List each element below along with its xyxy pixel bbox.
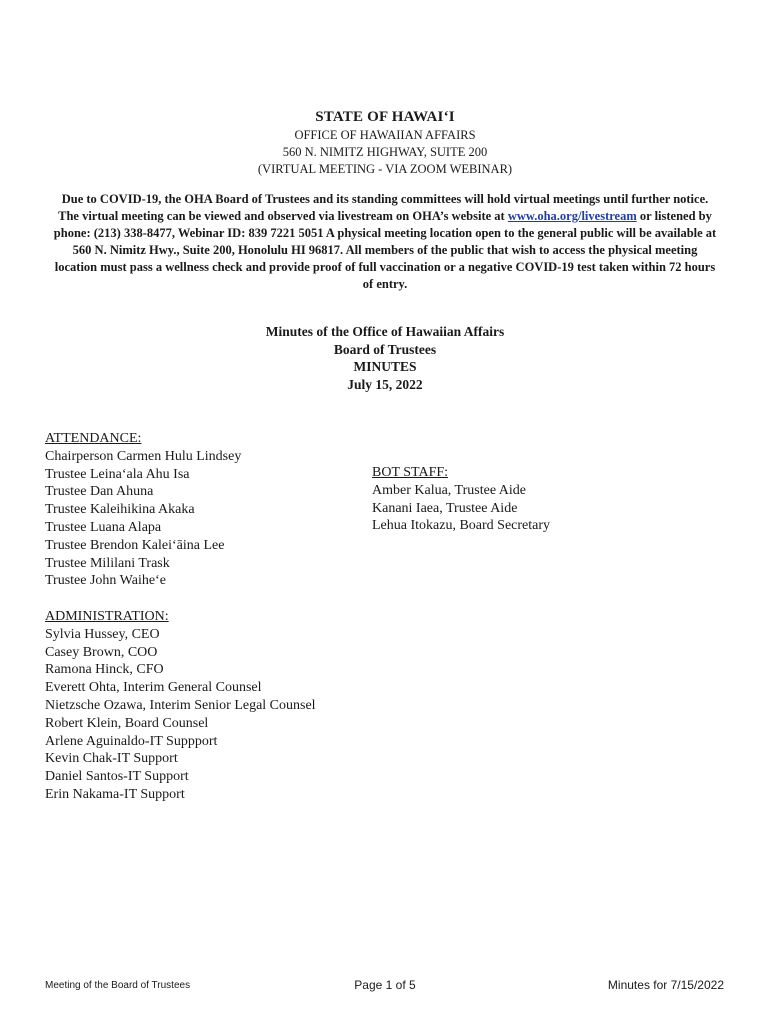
list-item: Chairperson Carmen Hulu Lindsey xyxy=(45,448,242,464)
list-item: Everett Ohta, Interim General Counsel xyxy=(45,680,262,696)
list-item: Nietzsche Ozawa, Interim Senior Legal Counsel xyxy=(45,697,316,713)
list-item: Trustee Dan Ahuna xyxy=(45,484,154,500)
list-item: Amber Kalua, Trustee Aide xyxy=(372,482,526,498)
bot-staff-section xyxy=(372,464,550,535)
list-item: Trustee Brendon Kaleiʻāina Lee xyxy=(45,537,225,553)
notice-text-2: or listened by phone: (213) 338-8477, Webinar ID: 839 7221 5051 A physical meeting location open to the general public will be available at 560 N. Nimitz Hwy., Suite 200, Honolulu HI 96817. All members of the public that wish to access the physical meeting location must pass a wellness check and provide proof of full vaccination or a negative COVID-19 test taken within 72 hours of entry. xyxy=(53,209,717,291)
list-item: Trustee Mililani Trask xyxy=(45,555,170,571)
minutes-title-line2: Board of Trustees xyxy=(333,341,437,357)
covid-notice xyxy=(52,191,718,293)
attendance-heading: ATTENDANCE: xyxy=(45,431,142,446)
bot-staff-heading: BOT STAFF: xyxy=(372,465,449,480)
list-item: Trustee Luana Alapa xyxy=(45,519,162,535)
notice-text-1: Due to COVID-19, the OHA Board of Trustees and its standing committees will hold virtual meetings until further notice. The virtual meeting can be viewed and observed via livestream on OHA’s website at xyxy=(58,192,709,223)
list-item: Sylvia Hussey, CEO xyxy=(45,626,160,642)
state-title: STATE OF HAWAIʻI xyxy=(315,109,455,125)
list-item: Arlene Aguinaldo-IT Suppport xyxy=(45,733,218,749)
list-item: Kanani Iaea, Trustee Aide xyxy=(372,500,518,516)
list-item: Robert Klein, Board Counsel xyxy=(45,715,209,731)
office-address: 560 N. NIMITZ HIGHWAY, SUITE 200 xyxy=(282,145,488,159)
office-name: OFFICE OF HAWAIIAN AFFAIRS xyxy=(294,128,476,142)
list-item: Trustee Leinaʻala Ahu Isa xyxy=(45,466,190,482)
list-item: Ramona Hinck, CFO xyxy=(45,662,164,678)
list-item: Erin Nakama-IT Support xyxy=(45,786,185,802)
list-item: Casey Brown, COO xyxy=(45,644,158,660)
meeting-type: (VIRTUAL MEETING - VIA ZOOM WEBINAR) xyxy=(257,162,513,176)
minutes-title-line1: Minutes of the Office of Hawaiian Affairs xyxy=(265,324,505,339)
list-item: Kevin Chak-IT Support xyxy=(45,751,178,767)
administration-heading: ADMINISTRATION: xyxy=(45,609,169,624)
minutes-title-line3: MINUTES xyxy=(353,359,417,374)
list-item: Trustee Kaleihikina Akaka xyxy=(45,502,195,518)
attendance-section xyxy=(45,430,241,590)
document-header xyxy=(0,107,770,178)
meeting-date: July 15, 2022 xyxy=(347,376,423,392)
footer-meeting-name: Meeting of the Board of Trustees xyxy=(45,980,191,991)
livestream-link[interactable]: www.oha.org/livestream xyxy=(507,209,637,223)
list-item: Trustee John Waiheʻe xyxy=(45,573,166,589)
footer-page-number: Page 1 of 5 xyxy=(354,978,416,992)
list-item: Lehua Itokazu, Board Secretary xyxy=(372,518,551,534)
list-item: Daniel Santos-IT Support xyxy=(45,769,189,785)
footer-minutes-date: Minutes for 7/15/2022 xyxy=(607,978,724,992)
minutes-title xyxy=(0,323,770,393)
administration-section xyxy=(45,608,316,804)
